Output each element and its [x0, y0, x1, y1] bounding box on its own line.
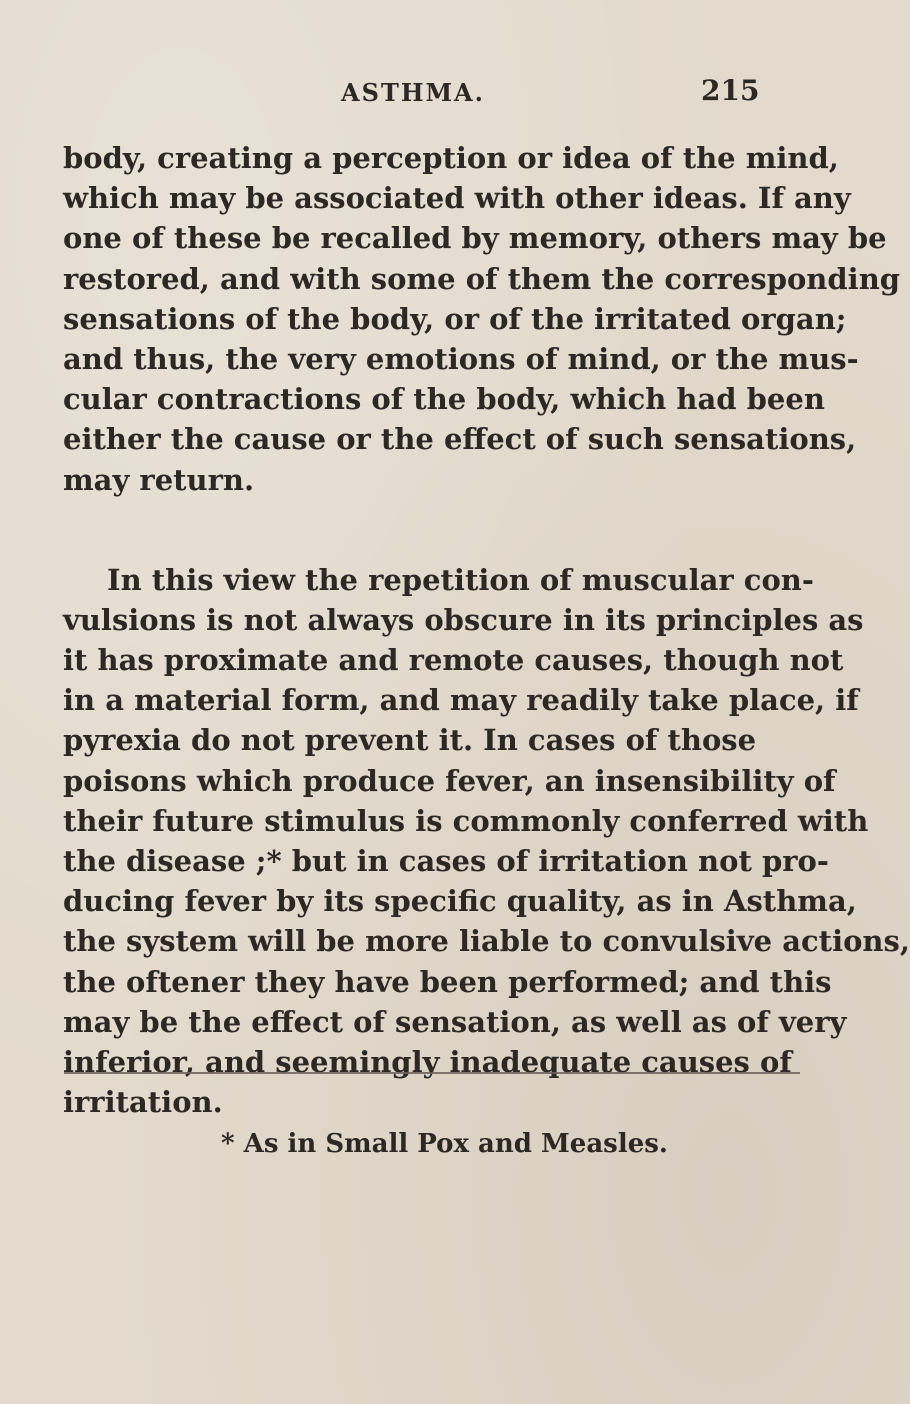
- paragraph-gap: [63, 500, 738, 560]
- text-line: inferior, and seemingly inadequate causes of: [63, 1044, 792, 1079]
- text-line: and thus, the very emotions of mind, or the mus-: [63, 341, 859, 376]
- text-line: ducing fever by its specific quality, as in Asthma,: [63, 884, 857, 919]
- text-line: which may be associated with other ideas. If any: [63, 181, 851, 216]
- text-line: the oftener they have been performed; and this: [63, 964, 832, 999]
- text-line: may be the effect of sensation, as well as of very: [63, 1004, 847, 1039]
- text-line: either the cause or the effect of such sensations,: [63, 422, 857, 457]
- body-text: [63, 138, 910, 1122]
- text-line: irritation.: [63, 1085, 223, 1120]
- text-line: the system will be more liable to convulsive actions,: [63, 924, 910, 959]
- text-line: pyrexia do not prevent it. In cases of those: [63, 723, 757, 758]
- text-line: their future stimulus is commonly conferred with: [63, 803, 869, 838]
- text-line: vulsions is not always obscure in its principles as: [63, 602, 864, 637]
- running-head: [0, 74, 800, 118]
- text-line: poisons which produce fever, an insensibility of: [63, 763, 836, 798]
- text-line: In this view the repetition of muscular con-: [107, 562, 814, 597]
- text-line: in a material form, and may readily take place, if: [63, 683, 859, 718]
- page-number: 215: [701, 74, 760, 107]
- text-line: the disease ;* but in cases of irritation not pro-: [63, 844, 829, 878]
- text-line: restored, and with some of them the corresponding: [63, 261, 901, 296]
- text-line: body, creating a perception or idea of the mind,: [63, 141, 839, 175]
- text-line: cular contractions of the body, which had been: [63, 382, 825, 417]
- footnote-divider: [64, 1072, 800, 1074]
- text-line: sensations of the body, or of the irritated organ;: [63, 301, 847, 336]
- text-line: one of these be recalled by memory, others may be: [63, 221, 887, 256]
- paragraph-1: [63, 138, 901, 500]
- text-line: it has proximate and remote causes, though not: [63, 643, 844, 678]
- footnote: * As in Small Pox and Measles.: [221, 1129, 668, 1159]
- text-line: may return.: [63, 462, 255, 497]
- running-title: ASTHMA.: [341, 78, 486, 107]
- paragraph-2: [63, 560, 910, 1123]
